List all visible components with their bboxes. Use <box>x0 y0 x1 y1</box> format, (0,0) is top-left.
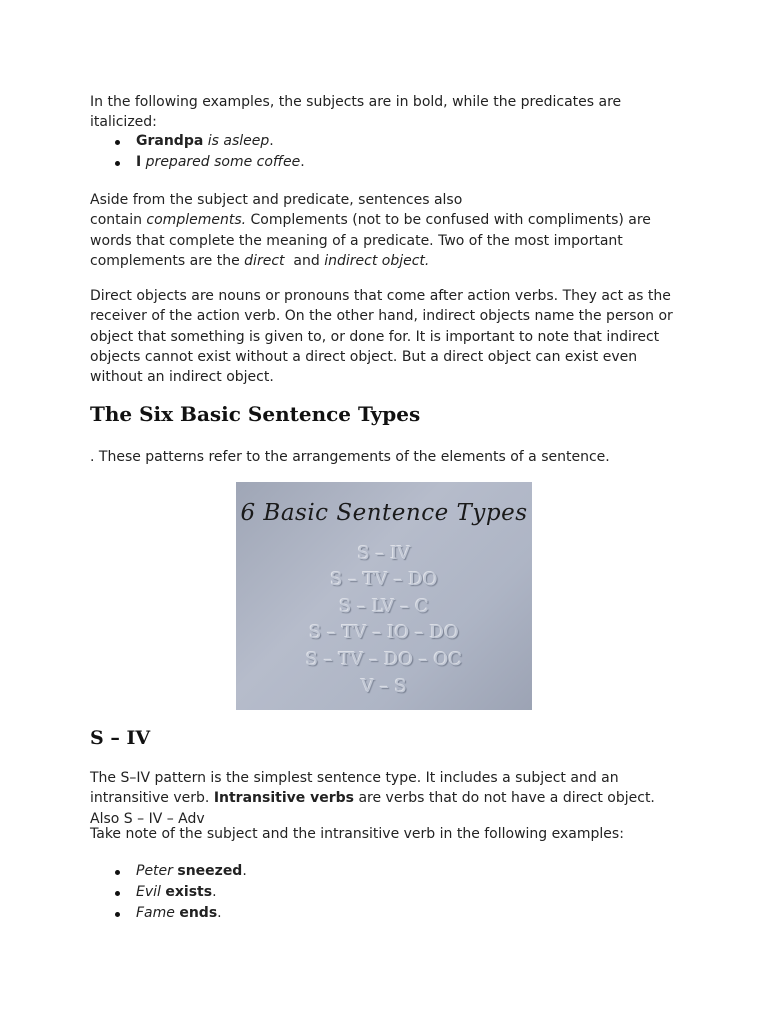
intransitive-examples <box>90 861 247 924</box>
figure-pattern: V – S <box>361 676 407 697</box>
text-span: Complements (not to be confused with compliments) are words that complete the meaning of a predicate. Two of the most important complements are the <box>90 212 651 269</box>
list-item <box>90 882 247 903</box>
figure-pattern: S – LV – C <box>339 596 429 617</box>
text-span: and <box>284 252 325 269</box>
s-iv-paragraph <box>90 768 680 829</box>
list-item <box>90 861 247 882</box>
direct-term: direct <box>244 252 285 269</box>
example-predicate: is asleep <box>207 133 270 149</box>
objects-paragraph: Direct objects are nouns or pronouns that come after action verbs. They act as the receiver of the action verb. On the other hand, indirect objects name the person or object that something is given to, or done for. It is important to note that indirect objects cannot exist without a direct object. But a direct object can exist even without an indirect object. <box>90 288 673 386</box>
example-subject: I <box>136 154 142 170</box>
example-verb: sneezed <box>177 863 243 879</box>
text-span: are verbs that do not have a direct object. Also S – IV – Adv <box>90 790 655 827</box>
text-span: contain <box>90 212 147 229</box>
example-predicate: prepared some coffee <box>145 154 301 170</box>
complements-line-1: Aside from the subject and predicate, sentences also <box>90 192 463 208</box>
figure-pattern: S – TV – DO <box>330 569 438 590</box>
example-verb: ends <box>179 905 218 921</box>
subject-predicate-examples <box>90 131 305 173</box>
section-heading-six-types: The Six Basic Sentence Types <box>90 402 421 426</box>
list-item <box>90 903 247 924</box>
example-subject: Fame <box>136 905 175 921</box>
punctuation: . <box>269 133 274 149</box>
list-item <box>90 152 305 173</box>
indirect-object-term: indirect object. <box>324 252 430 269</box>
figure-pattern: S – TV – IO – DO <box>309 622 459 643</box>
figure-title: 6 Basic Sentence Types <box>240 500 528 526</box>
example-subject: Evil <box>136 884 161 900</box>
example-subject: Grandpa <box>136 133 204 149</box>
punctuation: . <box>212 884 217 900</box>
punctuation: . <box>242 863 247 879</box>
example-subject: Peter <box>136 863 173 879</box>
complements-paragraph <box>90 190 680 271</box>
note-paragraph: Take note of the subject and the intransitive verb in the following examples: <box>90 826 624 842</box>
sentence-types-image <box>236 482 532 710</box>
list-item <box>90 131 305 152</box>
punctuation: . <box>300 154 305 170</box>
figure-pattern: S – TV – DO – OC <box>305 649 463 670</box>
section-heading-s-iv: S – IV <box>90 727 151 749</box>
punctuation: . <box>217 905 222 921</box>
intransitive-verbs-term: Intransitive verbs <box>213 790 354 807</box>
complements-term: complements. <box>146 212 247 229</box>
intro-paragraph: In the following examples, the subjects are in bold, while the predicates are italicized: <box>90 94 622 131</box>
example-verb: exists <box>165 884 213 900</box>
patterns-paragraph: . These patterns refer to the arrangements of the elements of a sentence. <box>90 449 610 465</box>
figure-pattern: S – IV <box>357 543 411 564</box>
text-span: The S–IV pattern is the simplest sentence type. It includes a subject and an intransitive verb. <box>90 770 619 807</box>
